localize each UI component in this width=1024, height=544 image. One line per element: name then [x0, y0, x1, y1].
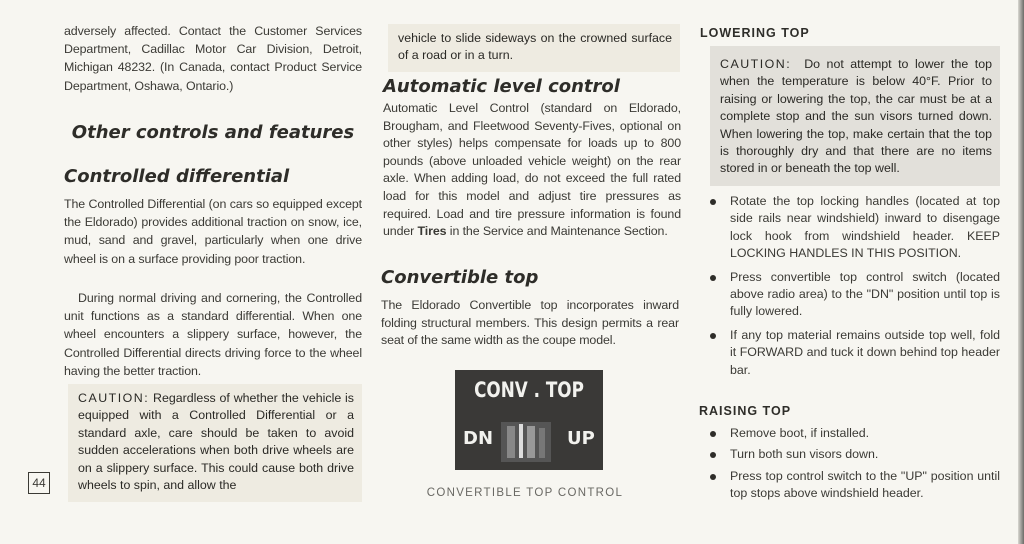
raising-top-heading: RAISING TOP [699, 404, 792, 418]
automatic-level-control-heading: Automatic level control [383, 76, 620, 97]
list-item: Press convertible top control switch (located above radio area) to the "DN" position until top is fully lowered. [704, 269, 1000, 321]
raising-steps-list [704, 425, 1000, 509]
caution-continued-box [388, 24, 680, 72]
caution-label: CAUTION: [720, 57, 792, 71]
list-item: Turn both sun visors down. [704, 446, 1000, 463]
bullet-icon [710, 452, 716, 458]
page-number: 44 [28, 472, 50, 494]
lowering-caution-box [710, 46, 1000, 186]
list-item: If any top material remains outside top well, fold it FORWARD and tuck it down behind top header bar. [704, 327, 1000, 379]
figure-label-conv-top: CONV . TOP [474, 378, 584, 402]
lowering-steps-list [704, 193, 1000, 385]
convertible-top-switch-figure [455, 370, 603, 470]
differential-paragraph-2: During normal driving and cornering, the Controlled unit functions as a standard differential. When one wheel encounters a slippery surface, however, the Controlled Differential directs driving force to the wheel having the better traction. [64, 291, 362, 378]
bullet-icon [710, 431, 716, 437]
bullet-icon [710, 199, 716, 205]
figure-label-dn: DN [463, 428, 494, 449]
caution-continued-text: vehicle to slide sideways on the crowned surface of a road or in a turn. [398, 31, 672, 63]
convertible-top-paragraph: The Eldorado Convertible top incorporates inward folding structural members. This design permits a rear seat of the same width as the coupe model. [381, 298, 679, 348]
bullet-icon [710, 275, 716, 281]
bullet-icon [710, 333, 716, 339]
list-item: Remove boot, if installed. [704, 425, 1000, 442]
tires-reference: Tires [417, 224, 447, 239]
figure-caption: CONVERTIBLE TOP CONTROL [426, 487, 624, 499]
intro-paragraph: adversely affected. Contact the Customer Services Department, Cadillac Motor Car Division, Detroit, Michigan 48232. (In Canada, contact Product Service Department, Oshawa, Ontario.) [64, 24, 362, 93]
caution-label: CAUTION: [78, 391, 150, 405]
section-title: Other controls and features [71, 122, 355, 143]
list-item: Rotate the top locking handles (located at top side rails near windshield) inward to disengage lock hook from windshield header. KEEP LOCKING HANDLES IN THIS POSITION. [704, 193, 1000, 263]
page-edge-shadow [1018, 0, 1024, 544]
level-control-paragraph: Automatic Level Control (standard on Eldorado, Brougham, and Fleetwood Seventy-Fives, optional on other styles) helps compensate for loads up to 800 pounds (above unloaded vehicle weight) on the rear axle. When adding load, do not exceed the full rated load for this model and adjust tire pressures as required. Load and tire pressure information is found under Tires in the Service and Maintenance Section. [383, 101, 681, 239]
bullet-icon [710, 474, 716, 480]
figure-label-up: UP [567, 428, 595, 449]
differential-paragraph-1: The Controlled Differential (on cars so equipped except the Eldorado) provides additional traction on snow, ice, mud, sand and gravel, particularly when one drive wheel is on a surface providing poor traction. [64, 197, 362, 266]
differential-caution-box [68, 384, 362, 502]
controlled-differential-heading: Controlled differential [64, 166, 290, 187]
caution-text: Do not attempt to lower the top when the temperature is below 40°F. Prior to raising or lowering the top, the car must be at a complete stop and the sun visors turned down. When lowering the top, make certain that the top is thoroughly dry and that there are no items stored in or beneath the top well. [720, 57, 993, 176]
convertible-top-heading: Convertible top [381, 267, 539, 288]
rocker-switch-icon [501, 422, 551, 462]
lowering-top-heading: LOWERING TOP [700, 26, 810, 40]
caution-text: Regardless of whether the vehicle is equipped with a Controlled Differential or a standard axle, care should be taken to avoid sudden accelerations when both drive wheels are on a slippery surface. This could cause both drive wheels to spin, and allow the [78, 391, 354, 493]
list-item: Press top control switch to the "UP" position until top stops above windshield header. [704, 468, 1000, 503]
